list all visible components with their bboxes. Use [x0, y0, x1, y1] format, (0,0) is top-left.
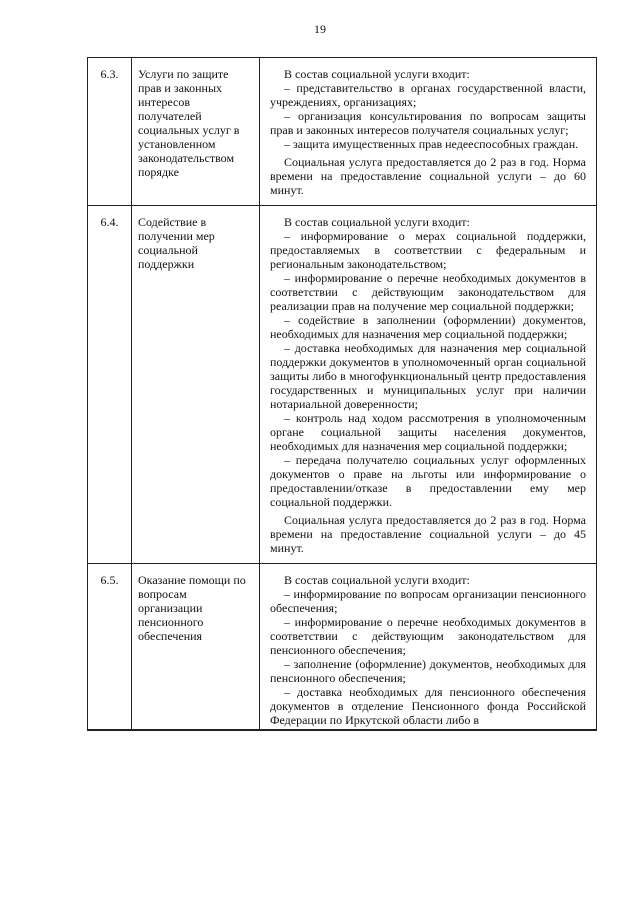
- description-item: – передача получателю социальных услуг оформленных документов о праве на льготы или информирование о предоставлении/отказе в предоставлении ему мер социальной поддержки.: [270, 453, 586, 509]
- service-number: 6.5.: [88, 564, 132, 731]
- table-row: [88, 564, 597, 731]
- service-number: 6.3.: [88, 58, 132, 206]
- description-note: Социальная услуга предоставляется до 2 раз в год. Норма времени на предоставление социальной услуги – до 45 минут.: [270, 513, 586, 555]
- description-note: Социальная услуга предоставляется до 2 раз в год. Норма времени на предоставление социальной услуги – до 60 минут.: [270, 155, 586, 197]
- table-row: [88, 206, 597, 564]
- description-item: – доставка необходимых для назначения мер социальной поддержки документов в уполномоченный орган социальной защиты либо в многофункциональный центр предоставления государственных и муниципальных услуг при наличии нотариальной доверенности;: [270, 341, 586, 411]
- description-intro: В состав социальной услуги входит:: [284, 67, 470, 81]
- page-number: 19: [314, 22, 326, 36]
- service-name: Услуги по защите прав и законных интересов получателей социальных услуг в установленном законодательством порядке: [132, 58, 260, 206]
- description-item: – информирование по вопросам организации пенсионного обеспечения;: [270, 587, 586, 615]
- description-item: – заполнение (оформление) документов, необходимых для пенсионного обеспечения;: [270, 657, 586, 685]
- description-item: – защита имущественных прав недееспособных граждан.: [284, 137, 579, 151]
- service-description: [260, 58, 597, 206]
- service-name: Содействие в получении мер социальной поддержки: [132, 206, 260, 564]
- services-table: [87, 57, 597, 731]
- description-item: – организация консультирования по вопросам защиты прав и законных интересов получателя социальных услуг;: [270, 109, 586, 137]
- description-item: – контроль над ходом рассмотрения в уполномоченным органе социальной защиты населения документов, необходимых для назначения мер социальной поддержки;: [270, 411, 586, 453]
- description-item: – представительство в органах государственной власти, учреждениях, организациях;: [270, 81, 586, 109]
- service-description: [260, 564, 597, 731]
- description-item: – информирование о мерах социальной поддержки, предоставляемых в соответствии с федеральным и региональным законодательством;: [270, 229, 586, 271]
- description-item: – информирование о перечне необходимых документов в соответствии с действующим законодательством для пенсионного обеспечения;: [270, 615, 586, 657]
- description-item: – информирование о перечне необходимых документов в соответствии с действующим законодательством для реализации прав на получение мер социальной поддержки;: [270, 271, 586, 313]
- table-row: [88, 58, 597, 206]
- service-description: [260, 206, 597, 564]
- description-item: – доставка необходимых для пенсионного обеспечения документов в отделение Пенсионного фонда Российской Федерации по Иркутской области либо в: [270, 685, 586, 727]
- description-intro: В состав социальной услуги входит:: [284, 215, 470, 229]
- description-intro: В состав социальной услуги входит:: [284, 573, 470, 587]
- description-item: – содействие в заполнении (оформлении) документов, необходимых для назначения мер социальной поддержки;: [270, 313, 586, 341]
- service-number: 6.4.: [88, 206, 132, 564]
- service-name: Оказание помощи по вопросам организации пенсионного обеспечения: [132, 564, 260, 731]
